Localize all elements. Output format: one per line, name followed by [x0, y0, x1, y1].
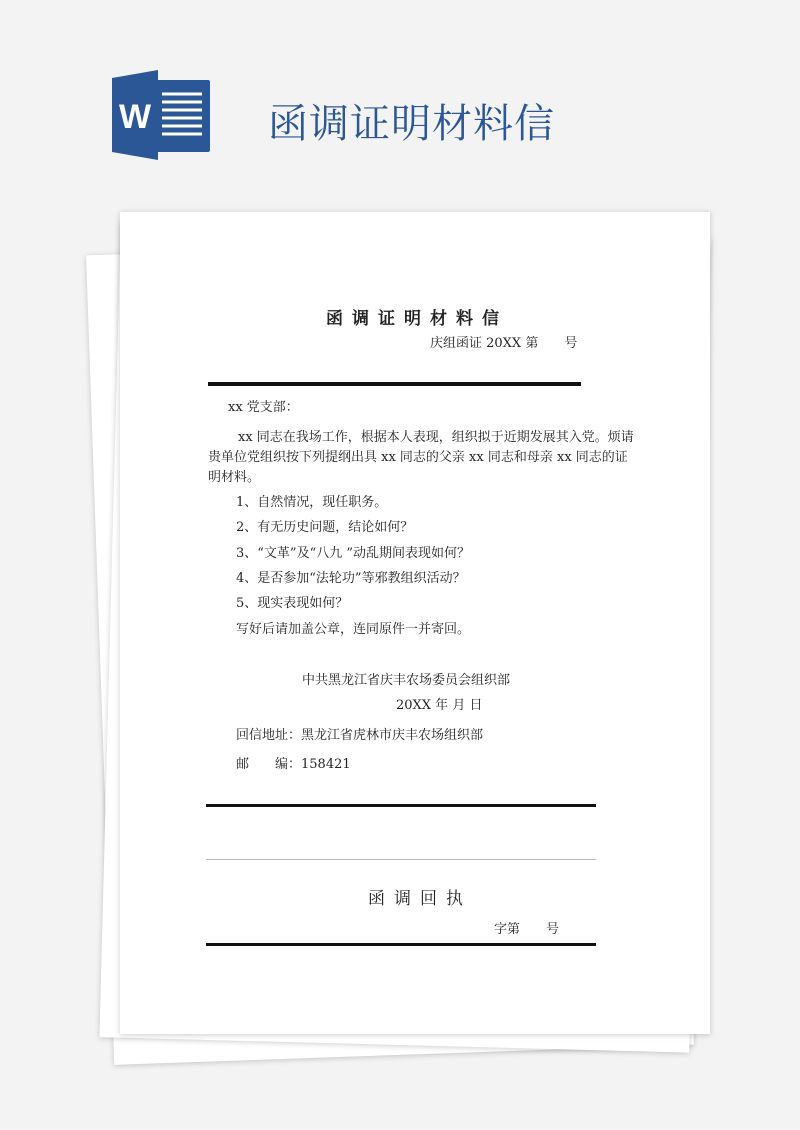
divider [206, 943, 596, 946]
doc-ref: 庆组函证 20XX 第 号 [430, 336, 578, 351]
organization: 中共黑龙江省庆丰农场委员会组织部 [302, 673, 511, 688]
divider [206, 804, 596, 807]
reply-ref: 字第 号 [494, 922, 560, 937]
document-page [120, 212, 710, 1034]
word-icon [112, 70, 212, 160]
postcode: 邮 编：158421 [236, 757, 351, 772]
address: 回信地址：黑龙江省虎林市庆丰农场组织部 [236, 728, 484, 743]
paragraph-line: 明材料。 [208, 470, 261, 485]
salutation: xx 党支部： [228, 400, 299, 415]
header-title: 函调证明材料信 [268, 101, 555, 147]
list-item: 4、是否参加“法轮功”等邪教组织活动？ [236, 571, 466, 586]
paragraph-line: xx 同志在我场工作，根据本人表现，组织拟于近期发展其入党。烦请 [238, 430, 634, 445]
divider [206, 859, 596, 860]
doc-title: 函调证明材料信 [326, 309, 508, 329]
divider [208, 382, 581, 386]
list-item: 3、“文革”及“八九 ”动乱期间表现如何？ [236, 546, 470, 561]
reply-title: 函调回执 [368, 889, 472, 909]
svg-text:W: W [119, 98, 152, 136]
paragraph-line: 贵单位党组织按下列提纲出具 xx 同志的父亲 xx 同志和母亲 xx 同志的证 [208, 450, 628, 465]
date: 20XX 年 月 日 [396, 698, 483, 713]
list-item: 1、自然情况，现任职务。 [236, 495, 388, 510]
list-item: 2、有无历史问题，结论如何？ [236, 520, 414, 535]
list-item: 5、现实表现如何？ [236, 596, 349, 611]
closing-text: 写好后请加盖公章，连同原件一并寄回。 [236, 622, 471, 637]
